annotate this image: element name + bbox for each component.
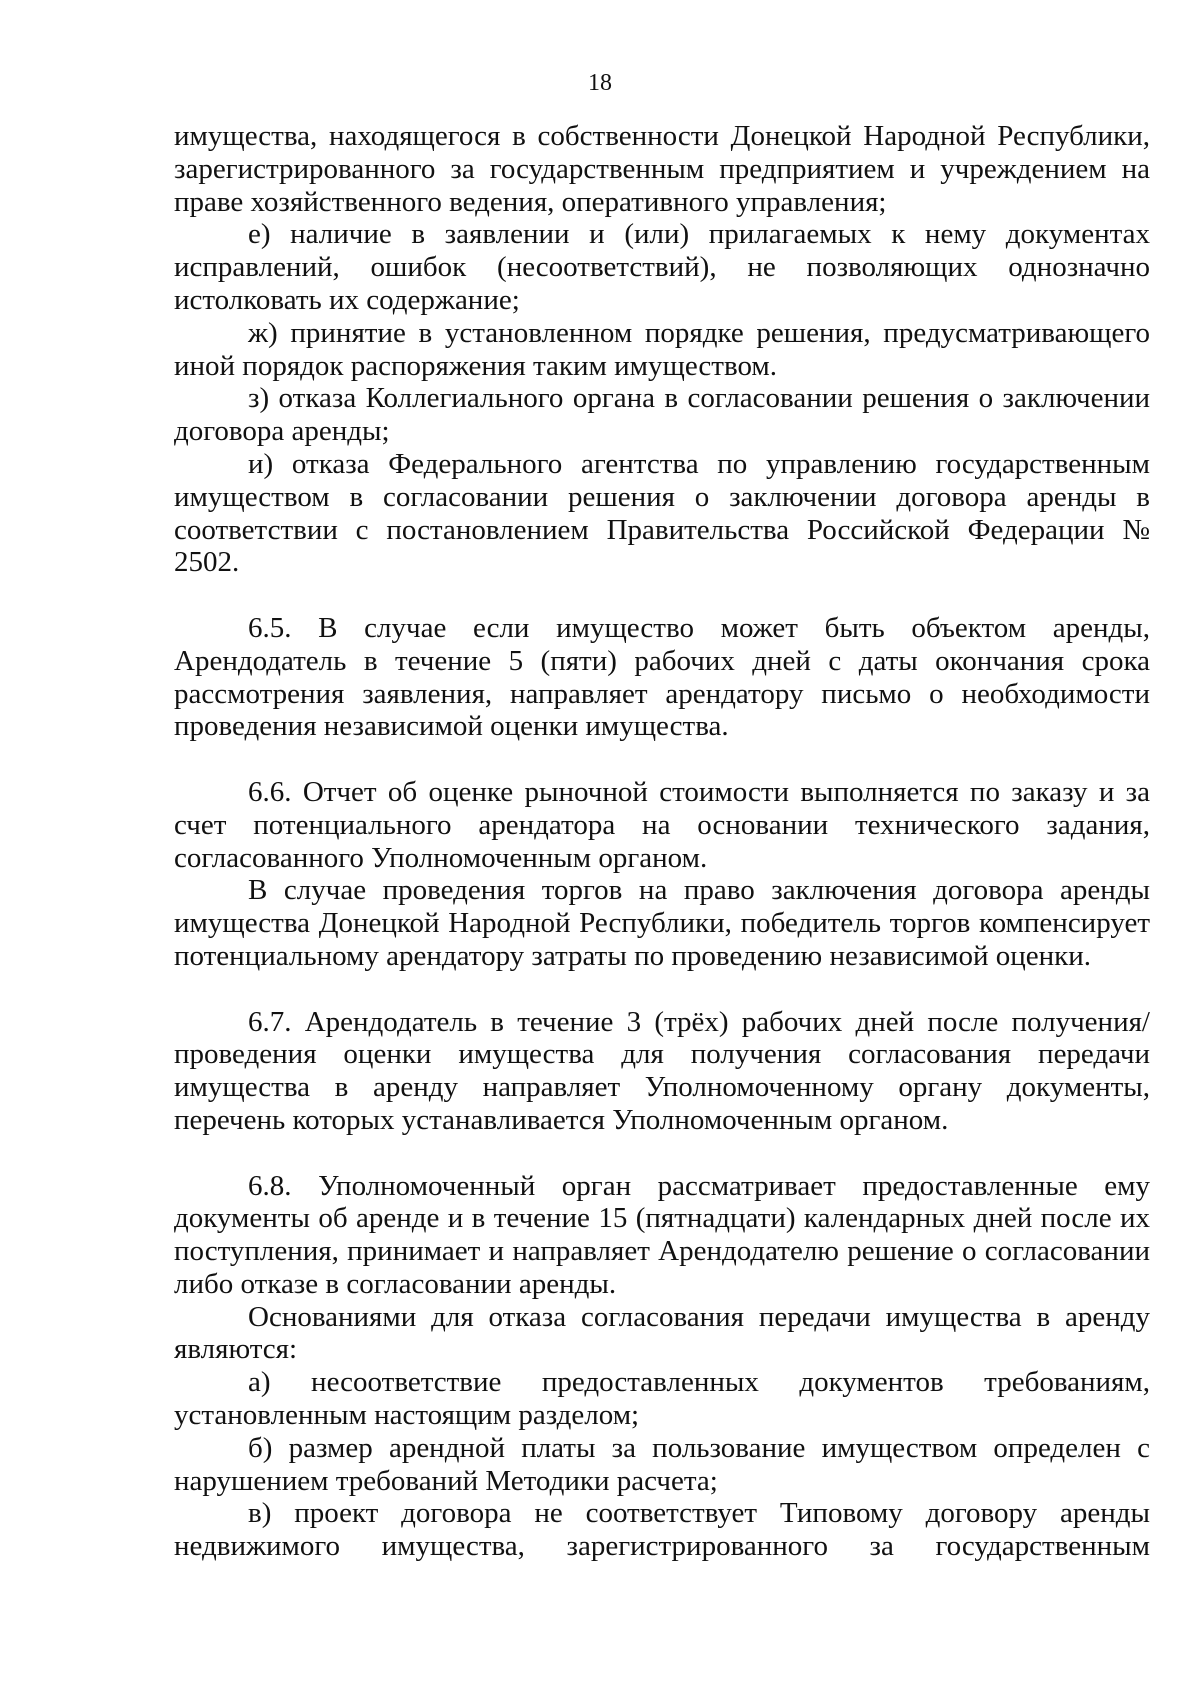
paragraph-6-6: 6.6. Отчет об оценке рыночной стоимости выполняется по заказу и за счет потенциального арендатора на основании технического задания, согласованного Уполномоченным органом. [174,775,1150,874]
paragraph-6-7: 6.7. Арендодатель в течение 3 (трёх) рабочих дней после получения/проведения оценки имущества для получения согласования передачи имущества в аренду направляет Уполномоченному органу документы, перечень которых устанавливается Уполномоченным органом. [174,1005,1150,1136]
paragraph-6-8: 6.8. Уполномоченный орган рассматривает предоставленные ему документы об аренде и в течение 15 (пятнадцати) календарных дней после их поступления, принимает и направляет Арендодателю решение о согласовании либо отказе в согласовании аренды. [174,1169,1150,1300]
paragraph-6-5: 6.5. В случае если имущество может быть объектом аренды, Арендодатель в течение 5 (пяти) рабочих дней с даты окончания срока рассмотрения заявления, направляет арендатору письмо о необходимости проведения независимой оценки имущества. [174,611,1150,743]
paragraph-item-e: е) наличие в заявлении и (или) прилагаемых к нему документах исправлений, ошибок (несоответствий), не позволяющих однозначно истолковать их содержание; [174,218,1150,316]
document-body [174,120,1150,1563]
page-number: 18 [588,70,612,96]
paragraph-item-a: а) несоответствие предоставленных документов требованиям, установленным настоящим разделом; [174,1366,1150,1432]
paragraph-continuation: имущества, находящегося в собственности Донецкой Народной Республики, зарегистрированного за государственным предприятием и учреждением на праве хозяйственного ведения, оперативного управления; [174,120,1150,218]
paragraph-item-b: б) размер арендной платы за пользование имуществом определен с нарушением требований Методики расчета; [174,1431,1150,1497]
paragraph-6-6-auction: В случае проведения торгов на право заключения договора аренды имущества Донецкой Народной Республики, победитель торгов компенсирует потенциальному арендатору затраты по проведению независимой оценки. [174,874,1150,972]
paragraph-item-v: в) проект договора не соответствует Типовому договору аренды недвижимого имущества, зарегистрированного за государственным [174,1497,1150,1563]
paragraph-item-i: и) отказа Федерального агентства по управлению государственным имуществом в согласовании решения о заключении договора аренды в соответствии с постановлением Правительства Российской Федерации № 2502. [174,447,1150,579]
paragraph-refusal-grounds: Основаниями для отказа согласования передачи имущества в аренду являются: [174,1300,1150,1366]
paragraph-item-z: з) отказа Коллегиального органа в согласовании решения о заключении договора аренды; [174,382,1150,448]
paragraph-item-zh: ж) принятие в установленном порядке решения, предусматривающего иной порядок распоряжения таким имуществом. [174,316,1150,382]
